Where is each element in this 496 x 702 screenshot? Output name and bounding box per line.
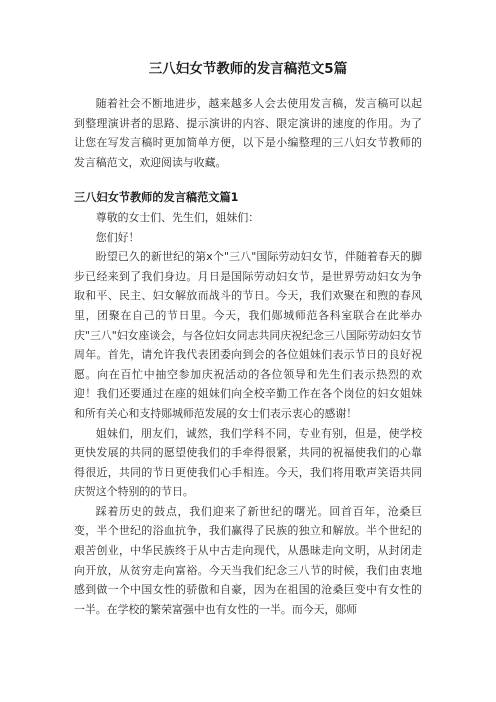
document-page xyxy=(74,60,422,619)
section-heading: 三八妇女节教师的发言稿范文篇1 xyxy=(74,191,239,205)
body-paragraph: 盼望已久的新世纪的第x个"三八"国际劳动妇女节，伴随着春天的脚步已经来到了我们身边。月日是国际劳动妇女节，是世界劳动妇女为争取和平、民主、妇女解放而战斗的节日。今天，我们欢聚在和煦的春风里，团聚在自己的节日里。今天，我们郧城师范各科室联合在此举办庆"三八"妇女座谈会，与各位妇女同志共同庆祝纪念三八国际劳动妇女节周年。首先，请允许我代表团委向到会的各位姐妹们表示节日的良好祝愿。向在百忙中抽空参加庆祝活动的各位领导和先生们表示热烈的欢迎！我们还要通过在座的姐妹们向全校辛勤工作在各个岗位的妇女姐妹和所有关心和支持郧城师范发展的女士们表示衷心的感谢！ xyxy=(74,250,422,420)
salutation: 尊敬的女士们、先生们，姐妹们： xyxy=(95,210,260,224)
greeting: 您们好！ xyxy=(95,230,140,244)
body-paragraph: 踩着历史的鼓点，我们迎来了新世纪的曙光。回首百年，沧桑巨变，半个世纪的浴血抗争，我们赢得了民族的独立和解放。半个世纪的艰苦创业，中华民族终于从中古走向现代，从愚昧走向文明，从封闭走向开放，从贫穷走向富裕。今天当我们纪念三八节的时候，我们由衷地感到做一个中国女性的骄傲和自豪，因为在祖国的沧桑巨变中有女性的一半。在学校的繁荣富强中也有女性的一半。而今天，郧师 xyxy=(74,504,422,616)
body-paragraph: 姐妹们，朋友们，诚然，我们学科不同，专业有别，但是，使学校更快发展的共同的愿望使我们的手牵得很紧，共同的祝福使我们的心靠得很近，共同的节日更使我们心手相连。今天，我们将用歌声笑语共同庆贺这个特别的的节日。 xyxy=(74,426,422,499)
intro-paragraph: 随着社会不断地进步，越来越多人会去使用发言稿，发言稿可以起到整理演讲者的思路、提示演讲的内容、限定演讲的速度的作用。为了让您在写发言稿时更加简单方便，以下是小编整理的三八妇女节教师的发言稿范文，欢迎阅读与收藏。 xyxy=(74,97,422,169)
document-title: 三八妇女节教师的发言稿范文5篇 xyxy=(148,61,348,77)
